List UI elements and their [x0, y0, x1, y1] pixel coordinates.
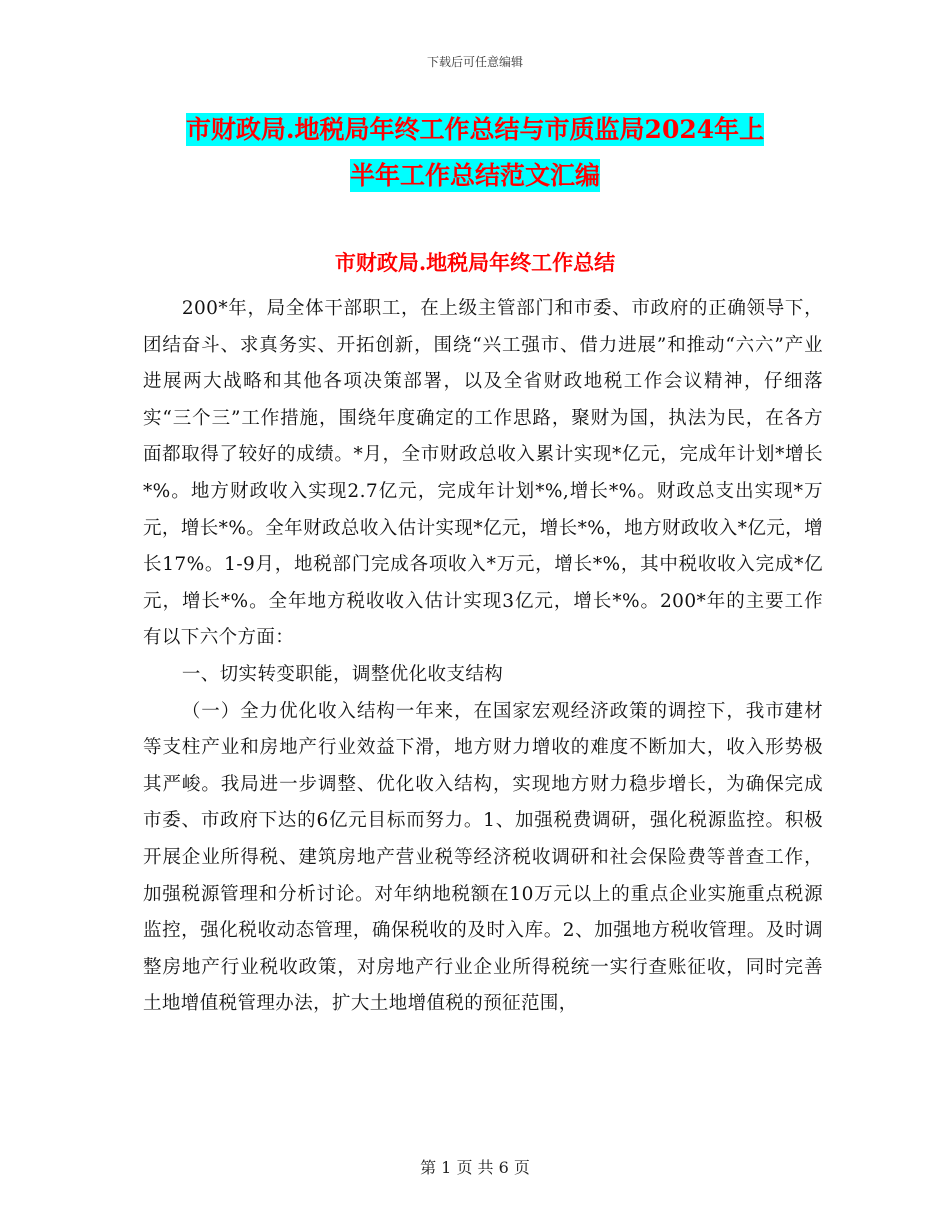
document-title	[140, 107, 810, 199]
page-number: 第 1 页 共 6 页	[420, 1158, 530, 1177]
body-text	[143, 291, 823, 1023]
paragraph: （一）全力优化收入结构一年来，在国家宏观经济政策的调控下，我市建材等支柱产业和房地产行业效益下滑，地方财力增收的难度不断加大，收入形势极其严峻。我局进一步调整、优化收入结构，实现地方财力稳步增长，为确保完成市委、市政府下达的6亿元目标而努力。1、加强税费调研，强化税源监控。积极开展企业所得税、建筑房地产营业税等经济税收调研和社会保险费等普查工作，加强税源管理和分析讨论。对年纳地税额在10万元以上的重点企业实施重点税源监控，强化税收动态管理，确保税收的及时入库。2、加强地方税收管理。及时调整房地产行业税收政策，对房地产行业企业所得税统一实行查账征收，同时完善土地增值税管理办法，扩大土地增值税的预征范围，	[143, 700, 823, 1015]
paragraph: 一、切实转变职能，调整优化收支结构	[181, 663, 504, 685]
page-header: 下载后可任意编辑	[426, 55, 523, 69]
paragraph: 200*年，局全体干部职工，在上级主管部门和市委、市政府的正确领导下，团结奋斗、求真务实、开拓创新，围绕“兴工强市、借力进展”和推动“六六”产业进展两大战略和其他各项决策部署，以及全省财政地税工作会议精神，仔细落实“三个三”工作措施，围绕年度确定的工作思路，聚财为国，执法为民，在各方面都取得了较好的成绩。*月，全市财政总收入累计实现*亿元，完成年计划*增长*%。地方财政收入实现2.7亿元，完成年计划*%,增长*%。财政总支出实现*万元，增长*%。全年财政总收入估计实现*亿元，增长*%，地方财政收入*亿元，增长17%。1-9月，地税部门完成各项收入*万元，增长*%，其中税收收入完成*亿元，增长*%。全年地方税收收入估计实现3亿元，增长*%。200*年的主要工作有以下六个方面：	[143, 298, 823, 649]
document-title-line-2: 半年工作总结范文汇编	[349, 161, 600, 190]
document-title-line-1: 市财政局.地税局年终工作总结与市质监局2024年上	[185, 115, 765, 144]
section-heading: 市财政局.地税局年终工作总结	[334, 250, 616, 275]
